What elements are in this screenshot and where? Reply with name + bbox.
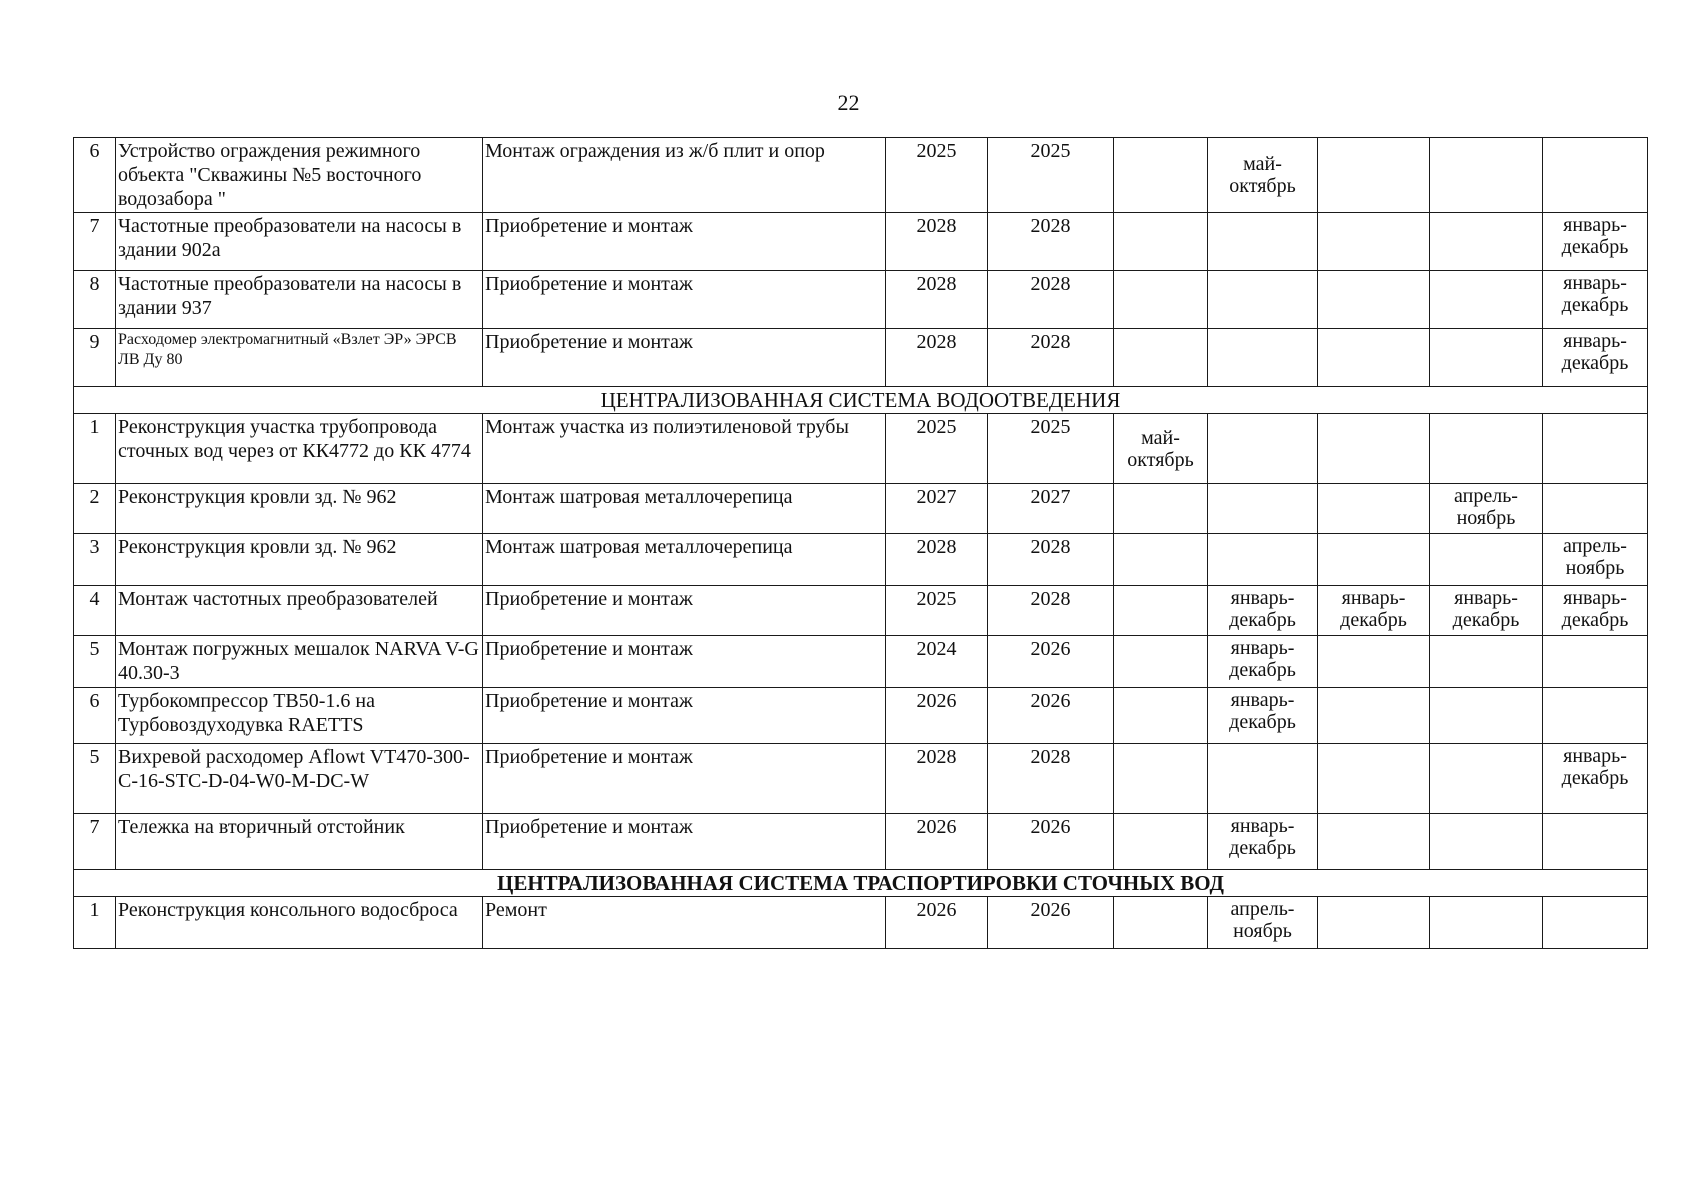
period-cell (1543, 138, 1648, 213)
end-year: 2028 (988, 213, 1114, 271)
period-cell (1114, 534, 1208, 586)
start-year: 2026 (886, 688, 988, 744)
period-cell (1430, 814, 1543, 870)
row-number: 1 (74, 414, 116, 484)
row-number: 7 (74, 814, 116, 870)
period-cell (1318, 534, 1430, 586)
period-cell (1430, 138, 1543, 213)
period-cell (1543, 688, 1648, 744)
period-cell (1114, 271, 1208, 329)
period-cell (1430, 414, 1543, 484)
period-cell: апрель-ноябрь (1430, 484, 1543, 534)
table-row (74, 814, 1648, 870)
work-description: Монтаж шатровая металлочерепица (483, 484, 886, 534)
period-cell (1543, 636, 1648, 688)
period-cell (1318, 688, 1430, 744)
start-year: 2025 (886, 414, 988, 484)
start-year: 2026 (886, 814, 988, 870)
end-year: 2026 (988, 897, 1114, 949)
period-cell (1208, 213, 1318, 271)
period-cell (1208, 534, 1318, 586)
period-cell (1208, 271, 1318, 329)
period-cell: апрель-ноябрь (1208, 897, 1318, 949)
object-name: Реконструкция кровли зд. № 962 (116, 534, 483, 586)
end-year: 2028 (988, 744, 1114, 814)
period-cell (1543, 414, 1648, 484)
period-cell (1543, 484, 1648, 534)
work-description: Монтаж шатровая металлочерепица (483, 534, 886, 586)
start-year: 2025 (886, 586, 988, 636)
object-name: Частотные преобразователи на насосы в здании 902а (116, 213, 483, 271)
period-cell: январь-декабрь (1208, 586, 1318, 636)
work-description: Приобретение и монтаж (483, 744, 886, 814)
row-number: 7 (74, 213, 116, 271)
page-number: 22 (837, 90, 860, 115)
period-cell (1430, 213, 1543, 271)
period-cell: январь-декабрь (1543, 744, 1648, 814)
period-cell: январь-декабрь (1543, 586, 1648, 636)
section-header-wastewater-transport (74, 870, 1648, 897)
work-description: Монтаж участка из полиэтиленовой трубы (483, 414, 886, 484)
end-year: 2025 (988, 414, 1114, 484)
start-year: 2028 (886, 271, 988, 329)
period-cell (1208, 329, 1318, 387)
table-row (74, 636, 1648, 688)
table-row (74, 138, 1648, 213)
schedule-table (73, 137, 1648, 949)
period-cell: апрель-ноябрь (1543, 534, 1648, 586)
work-description: Приобретение и монтаж (483, 271, 886, 329)
work-description: Приобретение и монтаж (483, 213, 886, 271)
object-name: Реконструкция участка трубопровода сточных вод через от КК4772 до КК 4774 (116, 414, 483, 484)
period-cell (1114, 329, 1208, 387)
end-year: 2028 (988, 329, 1114, 387)
period-cell (1208, 744, 1318, 814)
period-cell (1208, 414, 1318, 484)
period-cell: январь-декабрь (1543, 271, 1648, 329)
row-number: 6 (74, 138, 116, 213)
section-title: ЦЕНТРАЛИЗОВАННАЯ СИСТЕМА ВОДООТВЕДЕНИЯ (74, 387, 1648, 414)
table-row (74, 484, 1648, 534)
section-title: ЦЕНТРАЛИЗОВАННАЯ СИСТЕМА ТРАСПОРТИРОВКИ СТОЧНЫХ ВОД (74, 870, 1648, 897)
period-cell (1318, 636, 1430, 688)
period-cell (1114, 484, 1208, 534)
period-cell (1114, 138, 1208, 213)
period-cell (1318, 213, 1430, 271)
row-number: 8 (74, 271, 116, 329)
table-row (74, 414, 1648, 484)
object-name: Реконструкция кровли зд. № 962 (116, 484, 483, 534)
object-name: Турбокомпрессор ТВ50-1.6 на Турбовоздуходувка RAETTS (116, 688, 483, 744)
end-year: 2027 (988, 484, 1114, 534)
work-description: Монтаж ограждения из ж/б плит и опор (483, 138, 886, 213)
period-cell (1114, 688, 1208, 744)
period-cell (1318, 138, 1430, 213)
table-row (74, 586, 1648, 636)
row-number: 4 (74, 586, 116, 636)
end-year: 2028 (988, 271, 1114, 329)
period-cell (1318, 271, 1430, 329)
period-cell: январь-декабрь (1208, 814, 1318, 870)
period-cell (1430, 688, 1543, 744)
table-row (74, 329, 1648, 387)
row-number: 5 (74, 636, 116, 688)
period-cell (1318, 414, 1430, 484)
period-cell (1430, 271, 1543, 329)
period-cell (1114, 586, 1208, 636)
period-cell (1318, 744, 1430, 814)
period-cell (1543, 814, 1648, 870)
section-header-water-disposal (74, 387, 1648, 414)
start-year: 2028 (886, 534, 988, 586)
table-row (74, 534, 1648, 586)
period-cell: январь-декабрь (1543, 213, 1648, 271)
end-year: 2028 (988, 586, 1114, 636)
start-year: 2028 (886, 329, 988, 387)
period-cell (1208, 484, 1318, 534)
period-cell (1430, 744, 1543, 814)
row-number: 3 (74, 534, 116, 586)
end-year: 2026 (988, 814, 1114, 870)
object-name: Тележка на вторичный отстойник (116, 814, 483, 870)
period-cell (1114, 897, 1208, 949)
work-description: Приобретение и монтаж (483, 636, 886, 688)
table-row (74, 271, 1648, 329)
period-cell: январь-декабрь (1318, 586, 1430, 636)
work-description: Ремонт (483, 897, 886, 949)
start-year: 2028 (886, 744, 988, 814)
start-year: 2024 (886, 636, 988, 688)
start-year: 2027 (886, 484, 988, 534)
work-description: Приобретение и монтаж (483, 688, 886, 744)
period-cell (1114, 213, 1208, 271)
table-row (74, 688, 1648, 744)
end-year: 2026 (988, 636, 1114, 688)
start-year: 2028 (886, 213, 988, 271)
table-row (74, 744, 1648, 814)
object-name: Монтаж погружных мешалок NARVA V-G 40.30-3 (116, 636, 483, 688)
row-number: 1 (74, 897, 116, 949)
period-cell (1430, 534, 1543, 586)
period-cell: май-октябрь (1208, 138, 1318, 213)
period-cell: май-октябрь (1114, 414, 1208, 484)
period-cell: январь-декабрь (1208, 688, 1318, 744)
object-name: Реконструкция консольного водосброса (116, 897, 483, 949)
end-year: 2026 (988, 688, 1114, 744)
period-cell (1318, 897, 1430, 949)
table-row (74, 213, 1648, 271)
end-year: 2025 (988, 138, 1114, 213)
row-number: 6 (74, 688, 116, 744)
work-description: Приобретение и монтаж (483, 329, 886, 387)
period-cell (1543, 897, 1648, 949)
period-cell (1430, 329, 1543, 387)
period-cell (1430, 897, 1543, 949)
period-cell (1114, 744, 1208, 814)
period-cell: январь-декабрь (1543, 329, 1648, 387)
object-name: Вихревой расходомер Aflowt VT470-300-C-16-STC-D-04-W0-M-DC-W (116, 744, 483, 814)
object-name: Частотные преобразователи на насосы в здании 937 (116, 271, 483, 329)
start-year: 2025 (886, 138, 988, 213)
period-cell: январь-декабрь (1208, 636, 1318, 688)
work-description: Приобретение и монтаж (483, 586, 886, 636)
object-name: Расходомер электромагнитный «Взлет ЭР» ЭРСВ ЛВ Ду 80 (116, 329, 483, 387)
period-cell (1430, 636, 1543, 688)
period-cell: январь-декабрь (1430, 586, 1543, 636)
period-cell (1318, 484, 1430, 534)
end-year: 2028 (988, 534, 1114, 586)
object-name: Устройство ограждения режимного объекта "Скважины №5 восточного водозабора " (116, 138, 483, 213)
work-description: Приобретение и монтаж (483, 814, 886, 870)
row-number: 5 (74, 744, 116, 814)
row-number: 2 (74, 484, 116, 534)
period-cell (1114, 814, 1208, 870)
start-year: 2026 (886, 897, 988, 949)
row-number: 9 (74, 329, 116, 387)
period-cell (1114, 636, 1208, 688)
table-row (74, 897, 1648, 949)
period-cell (1318, 814, 1430, 870)
period-cell (1318, 329, 1430, 387)
object-name: Монтаж частотных преобразователей (116, 586, 483, 636)
